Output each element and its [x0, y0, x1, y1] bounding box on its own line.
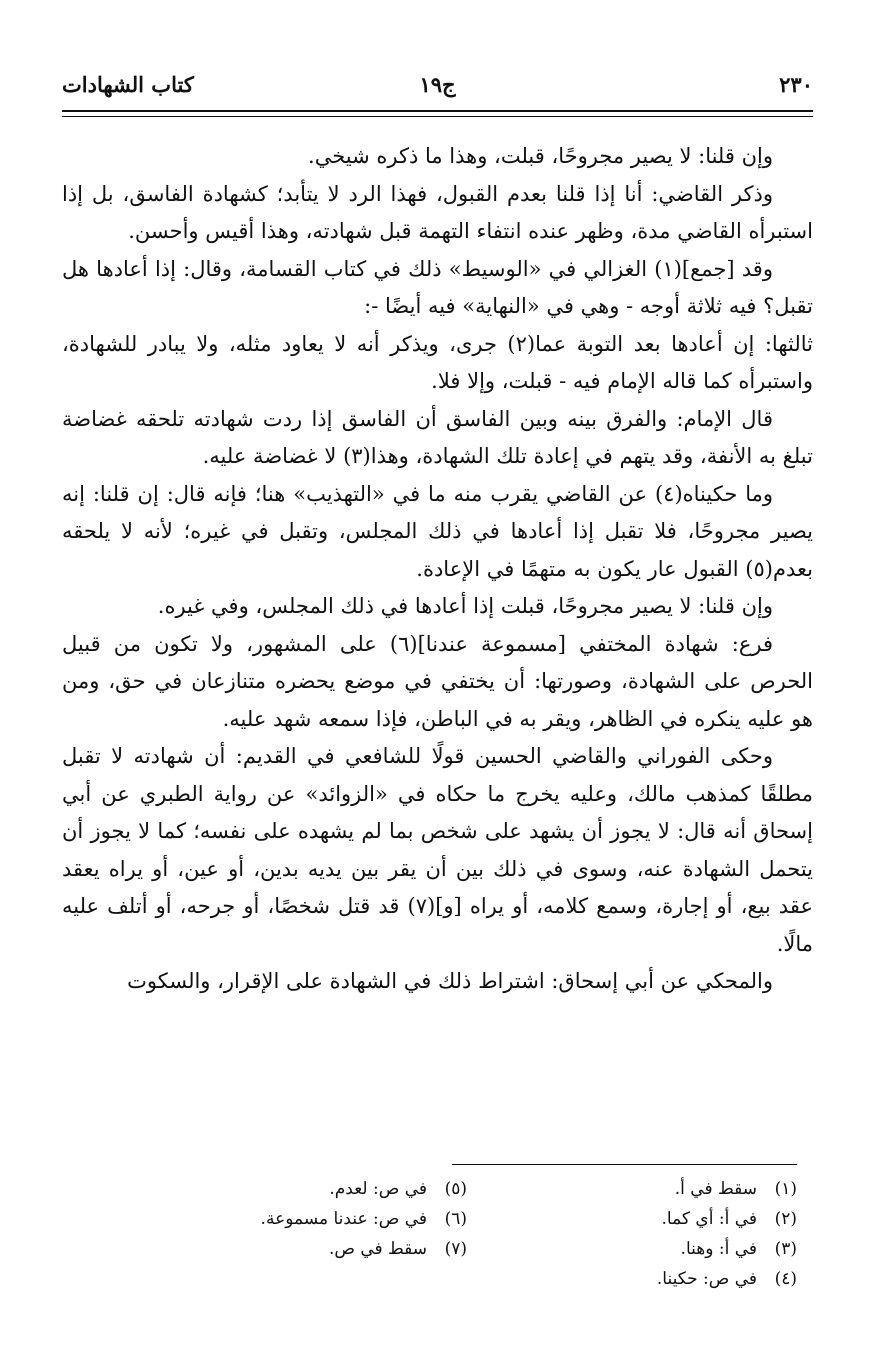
- paragraph: وإن قلنا: لا يصير مجروحًا، قبلت، وهذا ما ذكره شيخي.: [308, 144, 773, 168]
- header-rule-thin: [62, 116, 813, 117]
- paragraph: وقد [جمع](١) الغزالي في «الوسيط» ذلك في كتاب القسامة، وقال: إذا أعادها هل تقبل؟ فيه ثلاثة أوجه - وهي في «النهاية» فيه أيضًا -:: [62, 256, 813, 318]
- footnotes-column-right: [497, 1174, 797, 1294]
- footnote-text: سقط في أ.: [674, 1179, 757, 1199]
- footnote: [167, 1204, 467, 1234]
- paragraph: وإن قلنا: لا يصير مجروحًا، قبلت إذا أعادها في ذلك المجلس، وفي غيره.: [157, 594, 773, 618]
- header-rule-thick: [62, 110, 813, 112]
- footnote-rule: [452, 1164, 797, 1165]
- book-title: كتاب الشهادات: [62, 72, 194, 97]
- main-text: [62, 138, 813, 1001]
- page-header: [62, 72, 813, 106]
- footnote: [167, 1174, 467, 1204]
- footnote-marker: (٧): [444, 1239, 467, 1259]
- paragraph: فرع: شهادة المختفي [مسموعة عندنا](٦) على المشهور، ولا تكون من قبيل الحرص على الشهادة، وصورتها: أن يختفي في موضع يحضره متنازعان في حق، ومن هو عليه ينكره في الظاهر، ويقر به في الباطن، فإذا سمعه شهد عليه.: [62, 631, 813, 731]
- paragraph: ثالثها: إن أعادها بعد التوبة عما(٢) جرى، ويذكر أنه لا يعاود مثله، ولا يبادر للشهادة، واستبرأه كما قاله الإمام فيه - قبلت، وإلا فلا.: [62, 331, 813, 393]
- volume-label: ج١٩: [419, 72, 456, 97]
- footnote: [167, 1234, 467, 1264]
- footnotes-column-left: [167, 1174, 467, 1264]
- footnote-marker: (٣): [774, 1239, 797, 1259]
- footnote-text: في ص: عندنا مسموعة.: [260, 1209, 427, 1229]
- footnote-text: في أ: وهنا.: [680, 1239, 757, 1259]
- footnote: [497, 1174, 797, 1204]
- footnote-marker: (٤): [774, 1269, 797, 1289]
- footnote: [497, 1204, 797, 1234]
- footnote-text: في ص: حكينا.: [656, 1269, 757, 1289]
- paragraph: وما حكيناه(٤) عن القاضي يقرب منه ما في «التهذيب» هنا؛ فإنه قال: إن قلنا: إنه يصير مجروحًا، فلا تقبل إذا أعادها في ذلك المجلس، وتقبل في غيره؛ لأنه لا يلحقه بعدم(٥) القبول عار يكون به متهمًا في الإعادة.: [62, 481, 813, 581]
- footnote: [497, 1264, 797, 1294]
- footnote-marker: (٢): [774, 1209, 797, 1229]
- footnote-marker: (٥): [444, 1179, 467, 1199]
- footnote-marker: (٦): [444, 1209, 467, 1229]
- footnote-text: سقط في ص.: [328, 1239, 427, 1259]
- footnote-text: في ص: لعدم.: [329, 1179, 427, 1199]
- footnote: [497, 1234, 797, 1264]
- paragraph: وحكى الفوراني والقاضي الحسين قولًا للشافعي في القديم: أن شهادته لا تقبل مطلقًا كمذهب مالك، وعليه يخرج ما حكاه في «الزوائد» عن رواية الطبري عن أبي إسحاق أنه قال: لا يجوز أن يشهد على شخص بما لم يشهده على نفسه؛ كما لا يجوز أن يتحمل الشهادة عنه، وسوى في ذلك بين أن يقر بين يديه بدين، أو عين، أو يراه يعقد عقد بيع، أو إجارة، وسمع كلامه، أو يراه [و](٧) قد قتل شخصًا، أو جرحه، أو أتلف عليه مالًا.: [62, 744, 813, 956]
- paragraph: قال الإمام: والفرق بينه وبين الفاسق أن الفاسق إذا ردت شهادته تلحقه غضاضة تبلغ به الأنفة، وقد يتهم في إعادة تلك الشهادة، وهذا(٣) لا غضاضة عليه.: [62, 406, 813, 468]
- paragraph: والمحكي عن أبي إسحاق: اشتراط ذلك في الشهادة على الإقرار، والسكوت: [127, 969, 773, 993]
- footnote-text: في أ: أي كما.: [661, 1209, 757, 1229]
- footnote-marker: (١): [774, 1179, 797, 1199]
- page-number: ٢٣٠: [779, 72, 813, 97]
- paragraph: وذكر القاضي: أنا إذا قلنا بعدم القبول، فهذا الرد لا يتأبد؛ كشهادة الفاسق، بل إذا استبرأه القاضي مدة، وظهر عنده انتفاء التهمة قبل شهادته، وهذا أقيس وأحسن.: [62, 181, 813, 243]
